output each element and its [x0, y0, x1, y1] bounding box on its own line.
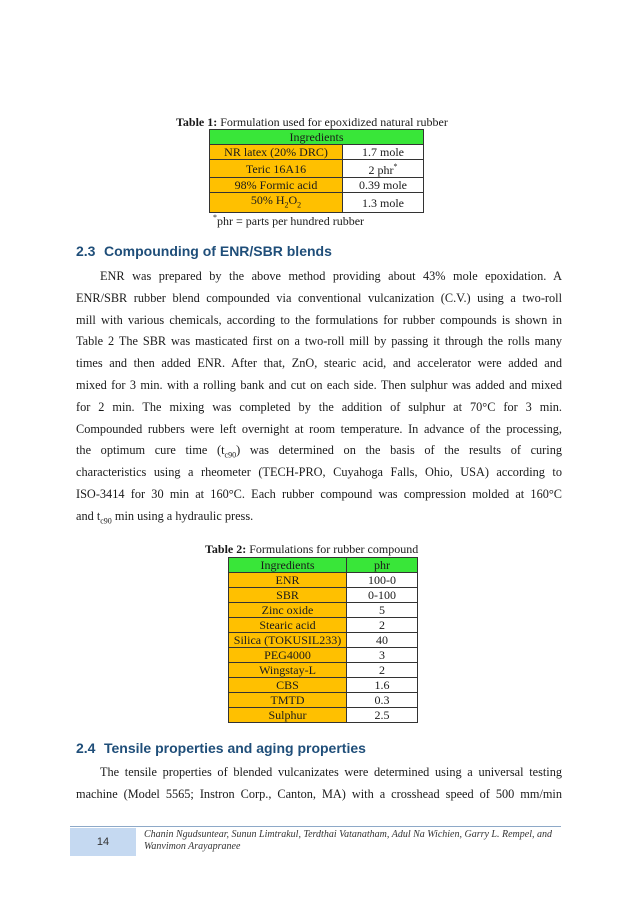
ingredient-cell: CBS — [229, 678, 347, 693]
table2: Ingredients phr ENR 100-0 SBR 0-100 Zinc oxide 5 Stearic acid 2 Silica (TOKUSIL233) 40 PEG4000 3 Wingstay-L 2 CBS 1.6 TMTD 0.3 Sulphur 2.5 — [228, 557, 418, 723]
phr-cell: 2 — [347, 663, 418, 678]
footer-divider — [70, 826, 561, 827]
section-2-4-paragraph: The tensile properties of blended vulcanizates were determined using a universal testing machine (Model 5565; Instron Corp., Canton, MA) with a crosshead speed of 500 mm/min — [76, 765, 562, 801]
ingredient-cell: PEG4000 — [229, 648, 347, 663]
section-heading-2-4: 2.4 Tensile properties and aging properties — [76, 740, 366, 756]
phr-cell: 0-100 — [347, 588, 418, 603]
table-row: Teric 16A16 2 phr* — [210, 160, 424, 178]
footer-authors: Chanin Ngudsuntear, Sunun Limtrakul, Terdthai Vatanatham, Adul Na Wichien, Garry L. Rempel, and Wanvimon Arayapranee — [144, 829, 552, 852]
table-row — [229, 648, 418, 663]
table-row — [229, 618, 418, 633]
ingredient-cell: Zinc oxide — [229, 603, 347, 618]
table1-caption: Table 1: Formulation used for epoxidized natural rubber — [176, 115, 448, 129]
phr-cell: 2.5 — [347, 708, 418, 723]
phr-cell: 40 — [347, 633, 418, 648]
table1-header: Ingredients — [210, 130, 424, 145]
table2-caption: Table 2: Formulations for rubber compound — [205, 542, 419, 556]
ingredient-cell: ENR — [229, 573, 347, 588]
table-row — [229, 588, 418, 603]
phr-cell: 2 — [347, 618, 418, 633]
phr-cell: 1.6 — [347, 678, 418, 693]
ingredient-cell: Stearic acid — [229, 618, 347, 633]
section-heading-2-3: 2.3 Compounding of ENR/SBR blends — [76, 243, 332, 259]
table-row — [229, 603, 418, 618]
page-number: 14 — [70, 828, 136, 856]
table-row — [229, 678, 418, 693]
table-row — [229, 663, 418, 678]
table-row: 98% Formic acid 0.39 mole — [210, 178, 424, 193]
table1 — [209, 129, 424, 213]
ingredient-cell: TMTD — [229, 693, 347, 708]
phr-cell: 0.3 — [347, 693, 418, 708]
table-row: 50% $H_2O_2$ 1.3 mole — [210, 193, 424, 213]
table-row — [229, 633, 418, 648]
table-row: NR latex (20% DRC) 1.7 mole — [210, 145, 424, 160]
ingredient-cell: SBR — [229, 588, 347, 603]
h2o2-cell-text: 50% $H_2O_2$ — [250, 193, 302, 210]
ingredient-cell: Sulphur — [229, 708, 347, 723]
table-row — [229, 573, 418, 588]
table-row — [229, 708, 418, 723]
phr-cell: 100-0 — [347, 573, 418, 588]
phr-cell: 3 — [347, 648, 418, 663]
ingredient-cell: Wingstay-L — [229, 663, 347, 678]
table-row — [229, 693, 418, 708]
section-2-3-paragraph: ENR was prepared by the above method providing about 43% mole epoxidation. A ENR/SBR rubber blend compounded via conventional vulcanization (C.V.) using a two-roll mill with various chemicals, according to the formulations for rubber compounds is shown in Table 2 The SBR was masticated first on a two-roll mill by passing it through the rolls many times and then added ENR. After that, ZnO, stearic acid, and accelerator were added and mixed for 3 min. with a rolling bank and cut on each side. Then sulphur was added and mixed for 2 min. The mixing was completed by the addition of sulphur at 70°C for 3 min. Compounded rubbers were left overnight at room temperature. In advance of the processing, the optimum cure time $(t_{c90})$ was determined on the basis of the results of curing characteristics using a rheometer (TECH-PRO, Cuyahoga Falls, Ohio, USA) according to ISO-3414 for 30 min at 160°C. Each rubber compound was compression molded at 160°C and $t_{c90}$ min using a hydraulic press. — [76, 269, 562, 526]
ingredient-cell: Silica (TOKUSIL233) — [229, 633, 347, 648]
table1-note: *phr = parts per hundred rubber — [213, 213, 365, 228]
phr-cell: 5 — [347, 603, 418, 618]
